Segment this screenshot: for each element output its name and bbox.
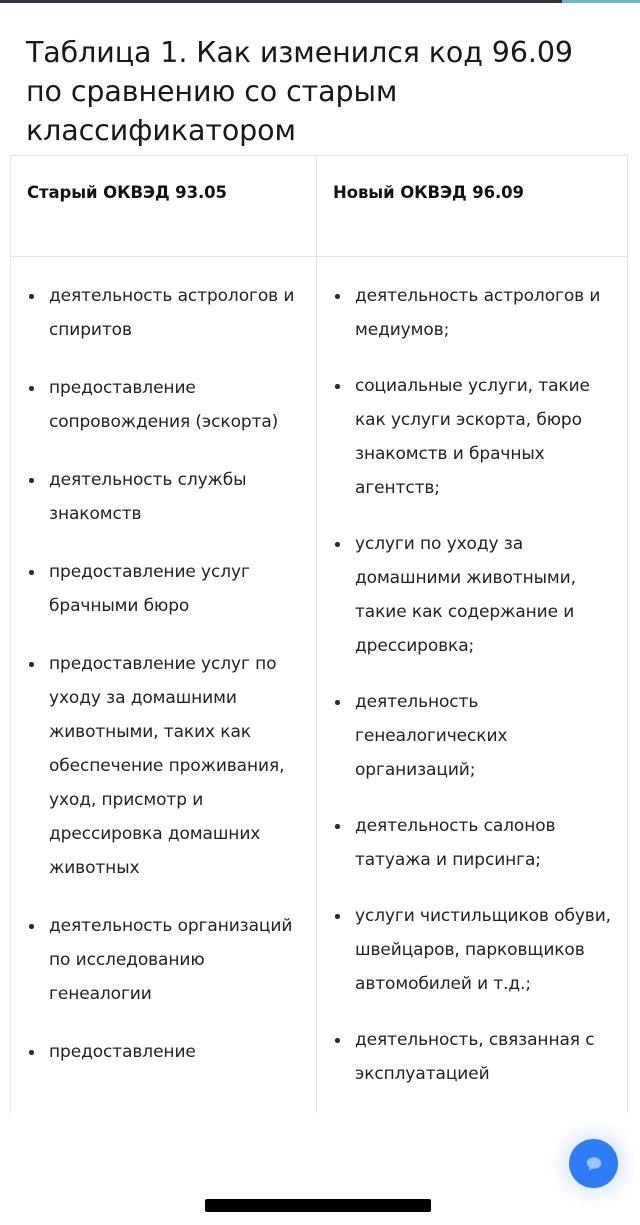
redaction-bar — [205, 1199, 431, 1212]
list-item: предоставление сопровождения (эскорта) — [21, 371, 306, 439]
status-bar-strip — [0, 0, 640, 3]
list-item: предоставление услуг брачными бюро — [21, 555, 306, 623]
chat-bubble-icon — [583, 1153, 605, 1175]
table-header-row — [11, 156, 627, 257]
comparison-table — [10, 155, 628, 1113]
table-cell-new-activities — [316, 257, 627, 1113]
table-cell-old-activities — [11, 257, 316, 1113]
table-body-row — [11, 257, 627, 1113]
list-item: деятельность, связанная с эксплуатацией — [327, 1023, 617, 1091]
list-item: услуги чистильщиков обуви, швейцаров, парковщиков автомобилей и т.д.; — [327, 899, 617, 1001]
chat-button[interactable] — [569, 1139, 618, 1188]
old-okved-list — [21, 279, 306, 1069]
page-title: Таблица 1. Как изменился код 96.09 по сравнению со старым классификатором — [26, 36, 573, 148]
list-item: деятельность салонов татуажа и пирсинга; — [327, 809, 617, 877]
list-item: услуги по уходу за домашними животными, такие как содержание и дрессировка; — [327, 527, 617, 663]
column-header-new-label: Новый ОКВЭД 96.09 — [333, 183, 524, 202]
table-header-cell-new — [316, 156, 627, 257]
list-item: предоставление услуг по уходу за домашними животными, таких как обеспечение проживания, уход, присмотр и дрессировка домашних животных — [21, 647, 306, 885]
list-item: деятельность астрологов и спиритов — [21, 279, 306, 347]
list-item: социальные услуги, такие как услуги эскорта, бюро знакомств и брачных агентств; — [327, 369, 617, 505]
column-header-old-label: Старый ОКВЭД 93.05 — [27, 183, 227, 202]
list-item: предоставление — [21, 1035, 306, 1069]
list-item: деятельность астрологов и медиумов; — [327, 279, 617, 347]
list-item: деятельность генеалогических организаций; — [327, 685, 617, 787]
new-okved-list — [327, 279, 617, 1091]
list-item: деятельность службы знакомств — [21, 463, 306, 531]
status-bar-accent — [562, 0, 640, 3]
table-header-cell-old — [11, 156, 316, 257]
list-item: деятельность организаций по исследованию генеалогии — [21, 909, 306, 1011]
